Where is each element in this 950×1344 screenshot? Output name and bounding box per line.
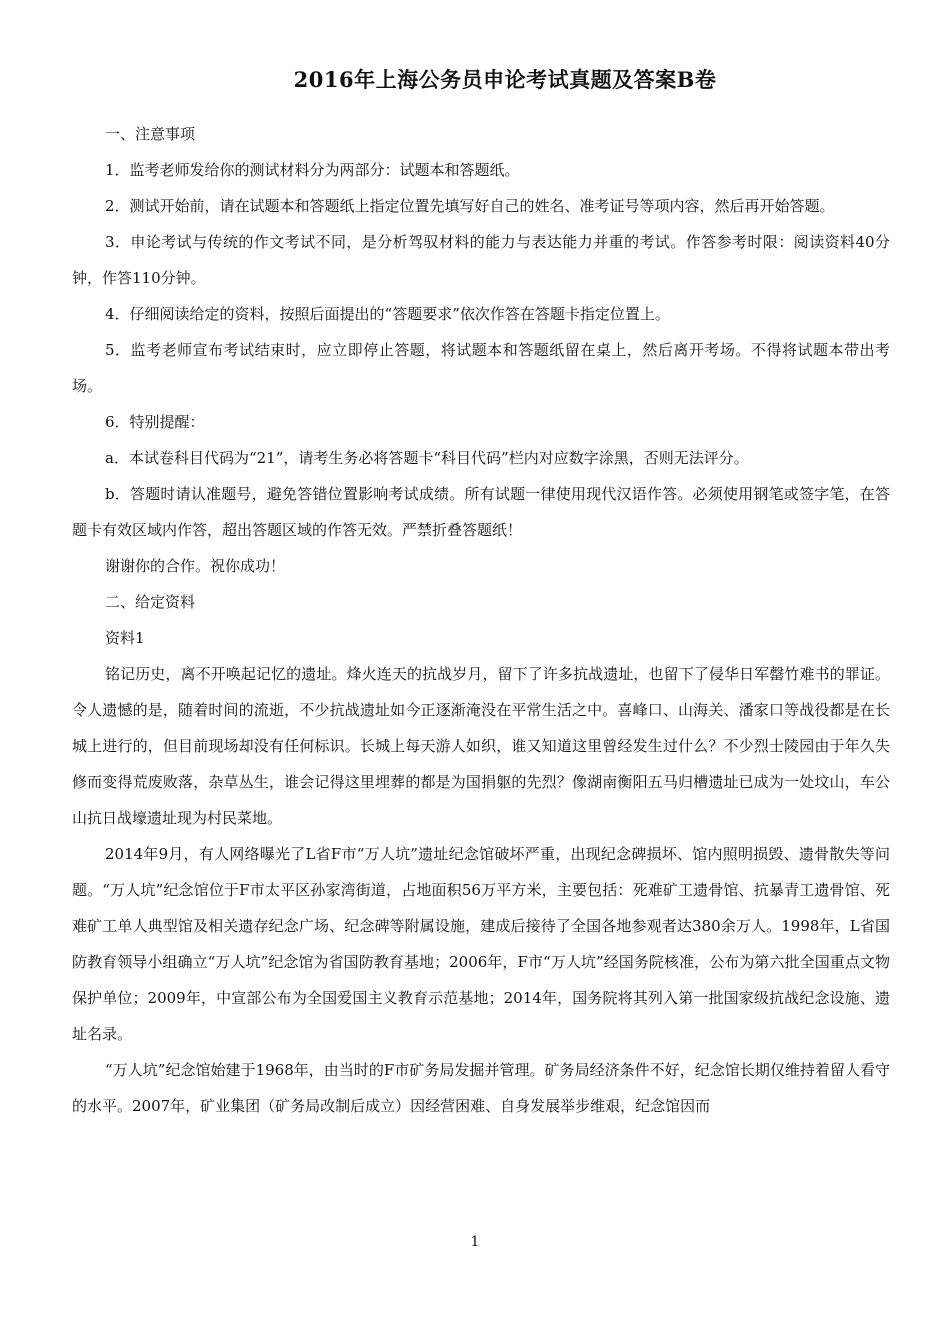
document-title: 2016年上海公务员申论考试真题及答案B卷 <box>293 67 717 92</box>
material-1-heading: 资料1 <box>105 629 145 647</box>
note-item-6b: b．答题时请认准题号，避免答错位置影响考试成绩。所有试题一律使用现代汉语作答。必须使用钢笔或签字笔，在答题卡有效区域内作答，超出答题区域的作答无效。严禁折叠答题纸！ <box>72 485 890 539</box>
document-body <box>72 116 890 1124</box>
note-item-5: 5．监考老师宣布考试结束时，应立即停止答题，将试题本和答题纸留在桌上，然后离开考场。不得将试题本带出考场。 <box>72 341 890 395</box>
material-1-paragraph-1: 铭记历史，离不开唤起记忆的遗址。烽火连天的抗战岁月，留下了许多抗战遗址，也留下了侵华日军罄竹难书的罪证。令人遗憾的是，随着时间的流逝，不少抗战遗址如今正逐渐淹没在平常生活之中。喜峰口、山海关、潘家口等战役都是在长城上进行的，但目前现场却没有任何标识。长城上每天游人如织，谁又知道这里曾经发生过什么？不少烈士陵园由于年久失修而变得荒废败落，杂草丛生，谁会记得这里埋葬的都是为国捐躯的先烈？像湖南衡阳五马归槽遗址已成为一处坟山，车公山抗日战壕遗址现为村民菜地。 <box>72 665 890 827</box>
note-item-6a: a．本试卷科目代码为“21”，请考生务必将答题卡“科目代码”栏内对应数字涂黑，否则无法评分。 <box>105 449 749 467</box>
material-1-paragraph-3: “万人坑”纪念馆始建于1968年，由当时的F市矿务局发掘并管理。矿务局经济条件不好，纪念馆长期仅维持着留人看守的水平。2007年，矿业集团（矿务局改制后成立）因经营困难、自身发展举步维艰，纪念馆因而 <box>72 1061 890 1115</box>
section-heading-materials: 二、给定资料 <box>105 593 196 611</box>
page-number: 1 <box>470 1234 480 1250</box>
note-item-2: 2．测试开始前，请在试题本和答题纸上指定位置先填写好自己的姓名、准考证号等项内容，然后再开始答题。 <box>105 197 835 215</box>
section-heading-notes: 一、注意事项 <box>105 125 196 143</box>
closing-remark: 谢谢你的合作。祝你成功！ <box>105 557 286 575</box>
note-item-1: 1．监考老师发给你的测试材料分为两部分：试题本和答题纸。 <box>105 161 520 179</box>
note-item-6: 6．特别提醒： <box>105 413 205 431</box>
material-1-paragraph-2: 2014年9月，有人网络曝光了L省F市“万人坑”遗址纪念馆破坏严重，出现纪念碑损坏、馆内照明损毁、遗骨散失等问题。“万人坑”纪念馆位于F市太平区孙家湾街道，占地面积56万平方米，主要包括：死难矿工遗骨馆、抗暴青工遗骨馆、死难矿工单人典型馆及相关遗存纪念广场、纪念碑等附属设施，建成后接待了全国各地参观者达380余万人。1998年，L省国防教育领导小组确立“万人坑”纪念馆为省国防教育基地；2006年，F市“万人坑”经国务院核准，公布为第六批全国重点文物保护单位；2009年，中宣部公布为全国爱国主义教育示范基地；2014年，国务院将其列入第一批国家级抗战纪念设施、遗址名录。 <box>72 845 890 1043</box>
note-item-3: 3．申论考试与传统的作文考试不同，是分析驾驭材料的能力与表达能力并重的考试。作答参考时限：阅读资料40分钟，作答110分钟。 <box>72 233 890 287</box>
note-item-4: 4．仔细阅读给定的资料，按照后面提出的“答题要求”依次作答在答题卡指定位置上。 <box>105 305 670 323</box>
